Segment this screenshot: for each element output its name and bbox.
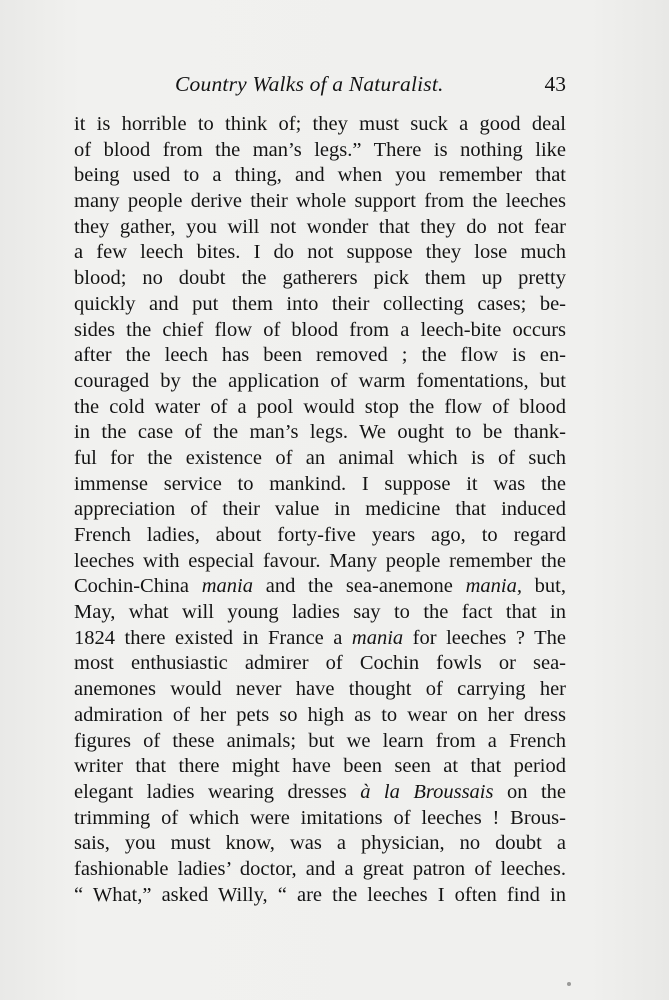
text-line xyxy=(74,240,566,266)
text-segment: after the leech has been removed ; the flow is en- xyxy=(74,344,566,367)
text-segment: being used to a thing, and when you remember that xyxy=(74,164,566,187)
text-segment: “ What,” asked Willy, “ are the leeches I often find in xyxy=(74,883,566,906)
text-segment: leeches with especial favour. Many people remember the xyxy=(74,549,566,572)
text-line xyxy=(74,754,566,780)
text-line xyxy=(74,600,566,626)
text-segment: couraged by the application of warm fomentations, but xyxy=(74,369,566,392)
text-line xyxy=(74,549,566,575)
text-segment: admiration of her pets so high as to wear on her dress xyxy=(74,703,566,726)
text-line xyxy=(74,420,566,446)
text-segment: 1824 there existed in France a xyxy=(74,626,352,649)
text-segment: the cold water of a pool would stop the flow of blood xyxy=(74,395,566,418)
text-line xyxy=(74,292,566,318)
text-segment: on the xyxy=(493,780,566,803)
text-segment: elegant ladies wearing dresses xyxy=(74,780,361,803)
text-line xyxy=(74,189,566,215)
italic-text: mania xyxy=(201,575,253,598)
text-line xyxy=(74,883,566,909)
text-line xyxy=(74,651,566,677)
paper-speck xyxy=(567,982,571,986)
text-segment: for leeches ? The xyxy=(403,626,567,649)
text-line xyxy=(74,574,566,600)
text-line xyxy=(74,472,566,498)
text-segment: quickly and put them into their collecting cases; be- xyxy=(74,292,566,315)
text-segment: they gather, you will not wonder that they do not fear xyxy=(74,215,566,238)
text-line xyxy=(74,703,566,729)
body-text xyxy=(74,112,566,908)
text-segment: but, xyxy=(521,575,567,598)
text-segment: immense service to mankind. I suppose it was the xyxy=(74,472,566,495)
text-segment: May, what will young ladies say to the fact that in xyxy=(74,601,566,624)
text-line xyxy=(74,729,566,755)
text-segment: it is horrible to think of; they must suck a good deal xyxy=(74,113,566,135)
text-line xyxy=(74,806,566,832)
text-segment: sais, you must know, was a physician, no doubt a xyxy=(74,832,566,855)
text-segment: blood; no doubt the gatherers pick them up pretty xyxy=(74,267,566,290)
text-segment: Cochin-China xyxy=(74,575,202,598)
text-segment: and the sea-anemone xyxy=(253,575,466,598)
text-segment: figures of these animals; but we learn from a French xyxy=(74,729,566,752)
text-segment: fashionable ladies’ doctor, and a great patron of leeches. xyxy=(74,857,566,880)
text-line xyxy=(74,626,566,652)
text-line xyxy=(74,780,566,806)
text-line xyxy=(74,343,566,369)
text-line xyxy=(74,497,566,523)
text-line xyxy=(74,446,566,472)
text-line xyxy=(74,395,566,421)
text-line xyxy=(74,857,566,883)
text-segment: French ladies, about forty-five years ago, to regard xyxy=(74,524,566,546)
text-line xyxy=(74,523,566,549)
text-line xyxy=(74,369,566,395)
text-line xyxy=(74,138,566,164)
text-segment: trimming of which were imitations of leeches ! Brous- xyxy=(74,806,566,829)
text-line xyxy=(74,831,566,857)
text-line xyxy=(74,215,566,241)
italic-text: mania xyxy=(351,626,404,649)
text-segment: a few leech bites. I do not suppose they lose much xyxy=(74,241,566,264)
text-segment: ful for the existence of an animal which is of such xyxy=(74,446,566,469)
text-segment: in the case of the man’s legs. We ought to be thank- xyxy=(74,421,566,444)
text-segment: most enthusiastic admirer of Cochin fowls or sea- xyxy=(74,652,566,675)
text-line xyxy=(74,318,566,344)
text-line xyxy=(74,266,566,292)
text-line xyxy=(74,677,566,703)
text-segment: anemones would never have thought of carrying her xyxy=(74,678,566,701)
italic-text: mania, xyxy=(465,575,522,598)
text-line xyxy=(74,163,566,189)
running-header xyxy=(74,72,566,102)
running-title: Country Walks of a Naturalist. xyxy=(175,72,444,96)
text-line xyxy=(74,112,566,138)
text-segment: of blood from the man’s legs.” There is nothing like xyxy=(74,138,566,161)
text-segment: appreciation of their value in medicine that induced xyxy=(74,498,566,521)
page-number: 43 xyxy=(544,72,566,96)
italic-text: à la Broussais xyxy=(360,780,494,803)
text-segment: sides the chief flow of blood from a leech-bite occurs xyxy=(74,318,566,341)
text-segment: many people derive their whole support from the leeches xyxy=(74,190,566,213)
text-segment: writer that there might have been seen at that period xyxy=(74,755,566,778)
